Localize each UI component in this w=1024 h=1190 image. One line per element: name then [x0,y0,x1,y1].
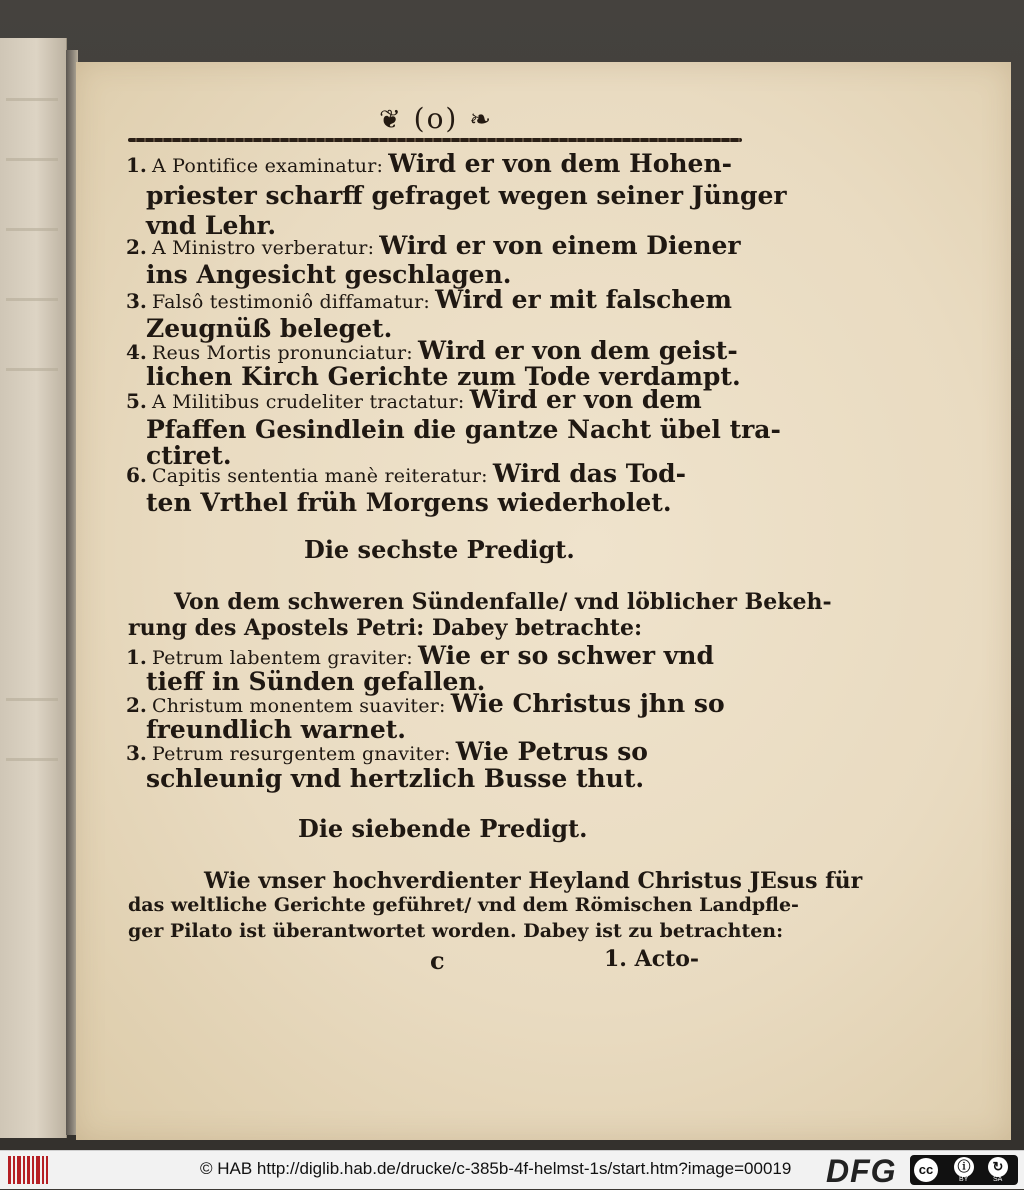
cc-icon: cc [914,1158,938,1182]
viewer-footer [0,1150,1024,1189]
german-text: Wie er so schwer vnd [418,641,714,670]
german-text: Wird er von dem [469,385,702,414]
ghost-text [6,368,58,371]
hab-logo-icon [8,1156,48,1184]
page-header [351,102,521,135]
item-number: 6. [126,463,147,487]
continuation-line: ins Angesicht geschlagen. [146,260,512,289]
item-number: 2. [126,693,147,717]
section-intro-line: Wie vnser hochverdienter Heyland Christus JEsus für [204,868,863,894]
continuation-line: freundlich warnet. [146,715,406,744]
previous-page-edge [0,38,67,1138]
ornament-right-icon: ❧ [469,105,494,135]
latin-text: A Pontifice examinatur: [151,155,384,177]
ghost-text [6,298,58,301]
continuation-line: Zeugnüß beleget. [146,314,393,343]
ghost-text [6,698,58,701]
ghost-text [6,228,58,231]
signature-mark: c [430,946,445,975]
ghost-text [6,158,58,161]
ghost-text [6,758,58,761]
item-number: 5. [126,389,147,413]
list-item [126,737,648,766]
copyright-link[interactable]: © HAB http://diglib.hab.de/drucke/c-385b-4f-helmst-1s/start.htm?image=00019 [200,1159,792,1178]
list-item [126,336,738,365]
german-text: Wie Christus jhn so [450,689,725,718]
continuation-line: tieff in Sünden gefallen. [146,667,486,696]
german-text: Wie Petrus so [455,737,648,766]
catchword: 1. Acto- [604,946,700,972]
continuation-line: priester scharff gefraget wegen seiner Jünger [146,181,787,210]
latin-text: Capitis sententia manè reiteratur: [151,465,488,487]
continuation-line: ctiret. [146,441,232,470]
item-number: 4. [126,340,147,364]
by-label: BY [959,1176,969,1183]
latin-text: A Militibus crudeliter tractatur: [151,391,465,413]
section-title: Die siebende Predigt. [298,814,588,843]
ornament-left-icon: ❦ [378,105,403,135]
list-item [126,285,732,314]
item-number: 3. [126,741,147,765]
ghost-text [6,98,58,101]
list-item [126,641,714,670]
german-text: Wird er von dem geist- [417,336,738,365]
latin-text: Petrum labentem graviter: [151,647,413,669]
latin-text: A Ministro verberatur: [151,237,375,259]
item-number: 3. [126,289,147,313]
section-title: Die sechste Predigt. [304,535,575,564]
dfg-logo: DFG [826,1153,897,1189]
sa-icon: ↻ [988,1157,1008,1177]
continuation-line: lichen Kirch Gerichte zum Tode verdampt. [146,362,741,391]
latin-text: Petrum resurgentem gnaviter: [151,743,451,765]
german-text: Wird er mit falschem [435,285,732,314]
german-text: Wird er von einem Diener [379,231,741,260]
list-item [126,385,702,414]
continuation-line: ten Vrthel früh Morgens wiederholet. [146,488,672,517]
list-item [126,689,725,718]
section-intro-line: rung des Apostels Petri: Dabey betrachte: [128,615,643,641]
latin-text: Christum monentem suaviter: [151,695,446,717]
section-intro-line: das weltliche Gerichte geführet/ vnd dem Römischen Landpfle- [128,894,799,916]
latin-text: Reus Mortis pronunciatur: [151,342,413,364]
item-number: 1. [126,645,147,669]
book-page [76,62,1011,1140]
continuation-line: Pfaffen Gesindlein die gantze Nacht übel tra- [146,415,781,444]
german-text: Wird er von dem Hohen- [388,149,733,178]
by-icon: ⓘ [954,1157,974,1177]
german-text: Wird das Tod- [492,459,687,488]
sa-label: SA [993,1176,1003,1183]
continuation-line: vnd Lehr. [146,211,277,240]
latin-text: Falsô testimoniô diffamatur: [151,291,431,313]
continuation-line: schleunig vnd hertzlich Busse thut. [146,764,645,793]
item-number: 1. [126,153,147,177]
license-badge[interactable] [910,1155,1018,1185]
section-intro-line: Von dem schweren Sündenfalle/ vnd löblicher Bekeh- [174,589,832,615]
page-mark: (o) [413,102,459,135]
section-intro-line: ger Pilato ist überantwortet worden. Dabey ist zu betrachten: [128,920,784,942]
header-rule [128,138,742,142]
list-item [126,459,686,488]
list-item [126,231,741,260]
list-item [126,149,732,178]
item-number: 2. [126,235,147,259]
